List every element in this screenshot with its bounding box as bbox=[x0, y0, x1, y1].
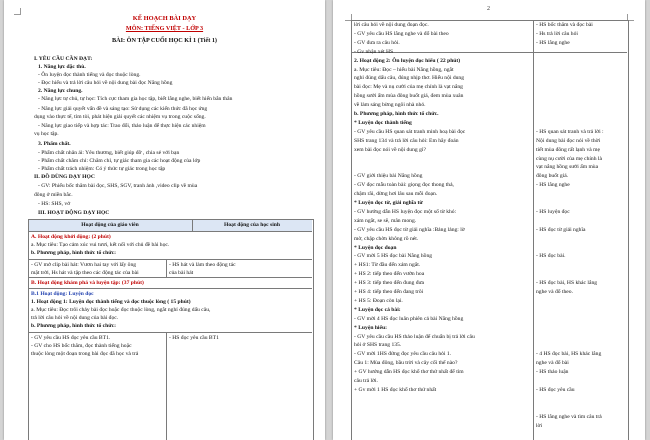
activity-a-hs-line: - HS hát và làm theo động tác bbox=[169, 262, 236, 268]
activity-a-goal: a. Mục tiêu: Tạo cảm xúc vui tươi, kết nối với chủ đề bài học. bbox=[31, 242, 170, 248]
student-activity-line: lời bbox=[536, 422, 543, 429]
student-activity-line: nghe và đổ bài bbox=[536, 360, 569, 367]
activity-b-gv-line: - GV yêu cầu HS đọc yêu cầu BT1. bbox=[31, 335, 111, 341]
text-line: - Năng lực giao tiếp và hợp tác: Trao đổi, thảo luận để thực hiện các nhiệm bbox=[38, 123, 206, 129]
student-activity-line: - HS đọc từ giải nghĩa bbox=[536, 226, 586, 233]
teacher-activity-line: + Gv mời 1 HS đọc khổ thơ thứ nhất bbox=[354, 386, 437, 393]
text-line: - GV: Phiếu bốc thăm bài đọc, SHS, SGV, tranh ảnh ,video clip về mùa bbox=[38, 183, 198, 189]
text-line: - Năng lực giải quyết vấn đề và sáng tạo: Sử dụng các kiến thức đã học ứng bbox=[38, 106, 208, 112]
student-activity-line: cùng nụ cười của mẹ chính là bbox=[536, 155, 602, 162]
crop-mark bbox=[14, 8, 21, 15]
subheading: 1. Năng lực đặc thù. bbox=[38, 64, 86, 70]
table-rule bbox=[533, 20, 534, 440]
teacher-activity-line: - GV yêu cầu HS quan sát tranh minh hoạ bài đọc bbox=[354, 128, 466, 135]
teacher-activity-line: - GV mời 4 HS đọc luân phiên cả bài Nắng hồng bbox=[354, 315, 464, 322]
text-line: - Phẩm chất trách nhiệm: Có ý thức tự giác trong học tập bbox=[38, 166, 166, 172]
teacher-activity-line: mờ, chập chờn không rõ nét. bbox=[354, 235, 419, 242]
teacher-activity-line: Câu 1: Mùa đông, bầu trời và cây cối thế nào? bbox=[354, 360, 458, 367]
teacher-activity-line: - GV đưa ra câu hỏi. bbox=[354, 39, 400, 46]
teacher-activity-line: hỏi ở SHS trang 135. bbox=[354, 342, 402, 349]
activity-b-method: b. Phương pháp, hình thức tổ chức: bbox=[31, 323, 116, 329]
teacher-activity-line: - GV mời 5 HS đọc bài Nắng hồng bbox=[354, 253, 433, 260]
teacher-activity-line: bài đọc: Mẹ và nụ cười của mẹ chính là vạt nắng bbox=[354, 84, 463, 91]
student-activity-line: - HS lắng nghe và tìm câu trả bbox=[536, 413, 602, 420]
teacher-activity-line: - GV mời 1HS đứng đọc yêu cầu câu hỏi 1. bbox=[354, 351, 452, 358]
document-page-2 bbox=[333, 0, 645, 440]
section-heading: II. ĐỒ DÙNG DẠY HỌC bbox=[34, 174, 95, 180]
student-activity-line: - HS thảo luận bbox=[536, 369, 569, 376]
teacher-activity-line: - GV yêu cầu HS đọc từ giải nghĩa :Bảng lảng: lờ bbox=[354, 226, 465, 233]
text-line: đông ở miền bắc. bbox=[34, 192, 73, 198]
student-activity-line: vạt nắng hồng sưởi ấm mùa bbox=[536, 164, 599, 171]
column-header-hs: Hoạt động của học sinh bbox=[224, 222, 280, 228]
teacher-activity-line: - GV hướng dẫn HS luyện đọc một số từ khó: bbox=[354, 208, 457, 215]
teacher-activity-line: * Luyện đọc cả bài: bbox=[354, 306, 401, 313]
teacher-activity-line: xem bài đọc nói về nội dung gì? bbox=[354, 146, 426, 153]
teacher-activity-line: + HS 5: Đoạn còn lại. bbox=[354, 297, 403, 304]
teacher-activity-line: nghỉ đúng dấu câu, đúng nhịp thơ. Hiểu nội dung bbox=[354, 75, 465, 82]
text-line: - Ôn luyện đọc thành tiếng và đọc thuộc lòng. bbox=[38, 72, 141, 78]
student-activity-line: tiết mùa đông rất lạnh và mẹ bbox=[536, 146, 600, 153]
activity-b-gv-line: - GV cho HS bốc thăm, đọc thành tiếng hoặc bbox=[31, 343, 132, 349]
student-activity-line: - HS luyện đọc bbox=[536, 208, 570, 215]
table-rule bbox=[166, 259, 167, 277]
teacher-activity-line: * Luyện đọc từ, giải nghĩa từ bbox=[354, 200, 423, 206]
teacher-activity-line: câu trả lời. bbox=[354, 378, 378, 384]
activity-b-hs-line: - HS đọc yêu cầu BT1 bbox=[169, 335, 219, 341]
activity-b-step: 1. Hoạt động 1: Luyện đọc thành tiếng và đọc thuộc lòng ( 15 phút) bbox=[31, 299, 191, 305]
teacher-activity-line: a. Mục tiêu: Đọc – hiểu bài Nắng hồng, ngắt bbox=[354, 66, 454, 73]
teacher-activity-line: - Gv nhận xét HS bbox=[354, 48, 394, 55]
teacher-activity-line: + HS 2: tiếp theo đến vườn hoa bbox=[354, 271, 425, 278]
text-line: - Năng lực tự chủ, tự học: Tích cực tham gia học tập, biết lắng nghe, biết hiến bằn thân bbox=[38, 96, 233, 102]
text-line: - Đọc hiểu và trả lời câu hỏi về nội dung bài đọc Nắng hồng bbox=[38, 80, 173, 86]
teacher-activity-line: - GV giới thiệu bài Nắng hồng bbox=[354, 173, 423, 180]
student-activity-line: - HS đọc bài. bbox=[536, 253, 566, 260]
activity-b-goal: a. Mục tiêu: Đọc trôi chảy bài đọc hoặc đọc thuộc lòng, ngắt nghỉ đúng dấu câu, bbox=[31, 307, 211, 313]
text-line: dụng vào thực tế, tìm tòi, phát hiện giải quyết các nhiệm vụ trong cuộc sống. bbox=[34, 114, 206, 120]
section-heading: III. HOẠT ĐỘNG DẠY HỌC bbox=[38, 210, 110, 216]
activity-a-title: A. Hoạt động khởi động: (2 phút) bbox=[31, 234, 111, 240]
teacher-activity-line: * Luyện hiểu: bbox=[354, 324, 387, 331]
teacher-activity-line: * Luyện đọc đoạn bbox=[354, 244, 397, 251]
student-activity-line: - HS đọc bài, HS khác lắng bbox=[536, 280, 598, 287]
activity-a-gv-line: mặt trời, Hs hát và tập theo các động tác của bài bbox=[31, 270, 139, 276]
teacher-activity-line: xám ngắt, se sẽ, mân mong. bbox=[354, 217, 417, 224]
teacher-activity-line: - GV đọc mẫu toàn bài: giọng đọc thong thả, bbox=[354, 182, 454, 189]
student-activity-line: - HS bốc thăm và đọc bài bbox=[536, 22, 593, 28]
table-rule bbox=[166, 332, 167, 440]
teacher-activity-line: lời câu hỏi về nội dung đoạn đọc. bbox=[354, 22, 429, 28]
table-rule bbox=[28, 259, 312, 260]
student-activity-line: Nội dung bài đọc nói về thời bbox=[536, 137, 601, 144]
teacher-activity-line: b. Phương pháp, hình thức tổ chức. bbox=[354, 111, 439, 117]
student-activity-line: - HS lắng nghe bbox=[536, 39, 570, 46]
text-line: vụ học tập. bbox=[34, 131, 59, 137]
student-activity-line: - Hs trả lời câu hỏi bbox=[536, 30, 578, 37]
subheading: 3. Phẩm chất. bbox=[38, 141, 71, 147]
teacher-activity-line: + HS 3: tiếp theo đến đung đưa bbox=[354, 280, 425, 287]
section-heading: I. YÊU CẦU CẦN ĐẠT: bbox=[34, 56, 93, 62]
activity-a-hs-line: của bài hát bbox=[169, 270, 194, 276]
table-rule bbox=[28, 288, 312, 289]
student-activity-line: - HS đọc yêu cầu bbox=[536, 386, 575, 393]
subheading: 2. Năng lực chung. bbox=[38, 88, 83, 94]
student-activity-line: - 4 HS đọc bài, HS khác lắng bbox=[536, 351, 602, 358]
teacher-activity-line: * Luyện đọc thành tiếng bbox=[354, 119, 412, 126]
teacher-activity-line: + HS 4: tiếp theo đến đang trôi bbox=[354, 289, 424, 295]
table-rule bbox=[28, 277, 312, 278]
plan-title: KẾ HOẠCH BÀI DẠY bbox=[132, 15, 197, 22]
page-number: 2 bbox=[487, 6, 490, 12]
table-rule bbox=[28, 332, 312, 333]
activity-b-title: B. Hoạt động khám phá và luyện tập: (37 phút) bbox=[31, 280, 144, 286]
teacher-activity-line: về làm sáng bừng ngôi nhà nhỏ. bbox=[354, 102, 426, 109]
teacher-activity-line: - GV yêu cầu cầu HS thảo luận để chuẩn bị trả lời câu bbox=[354, 333, 475, 340]
activity-b-goal: trả lời câu hỏi về nội dung của bài đọc. bbox=[31, 315, 119, 321]
student-activity-line: nghe và đổ theo. bbox=[536, 289, 573, 295]
teacher-activity-line: hồng sưởi ấm mùa đông buốt giá, đem mùa xuân bbox=[354, 93, 464, 100]
teacher-activity-line: + GV hướng dẫn HS đọc khổ thơ thứ nhất để tìm bbox=[354, 369, 464, 376]
activity-b-gv-line: thuộc lòng một đoạn trong bài đọc đã học và trả bbox=[31, 351, 139, 357]
plan-subject: MÔN: TIẾNG VIỆT - LỚP 3 bbox=[125, 25, 204, 32]
activity-b1-title: B.1 Hoạt động: Luyện đọc bbox=[31, 291, 94, 297]
teacher-activity-line: 2. Hoạt động 2: Ôn luyện đọc hiểu ( 22 phút) bbox=[354, 57, 461, 64]
student-activity-line: đông buốt giá. bbox=[536, 173, 569, 180]
teacher-activity-line: SHS trang 134 và trả lời câu hỏi: Em hãy đoán bbox=[354, 137, 459, 144]
teacher-activity-line: chậm rãi, dừng hơi lâu sau mỗi đoạn. bbox=[354, 191, 438, 198]
column-header-gv: Hoạt động của giáo viên bbox=[81, 222, 139, 228]
teacher-activity-line: + HS1: Từ đầu đến xám ngắt. bbox=[354, 262, 421, 269]
text-line: - HS: SHS, vở bbox=[38, 201, 71, 207]
text-line: - Phẩm chất chăm chỉ: Chăm chỉ, tự giác tham gia các hoạt động của lớp bbox=[38, 158, 201, 164]
document-page-1 bbox=[4, 0, 325, 440]
activity-a-gv-line: - GV mở clip bài hát: Vươn hai tay với lấy ông bbox=[31, 262, 137, 268]
student-activity-line: - HS lắng nghe bbox=[536, 182, 570, 189]
plan-lesson: BÀI: ÔN TẬP CUỐI HỌC KÌ 1 (Tiết 1) bbox=[112, 37, 217, 44]
text-line: - Phẩm chất nhân ái: Yêu thương, biết giúp đỡ , chia sẻ với bạn bbox=[38, 150, 180, 156]
activity-a-method: b. Phương pháp, hình thức tổ chức: bbox=[31, 250, 116, 256]
teacher-activity-line: - GV yêu cầu HS lắng nghe và đổ bài theo bbox=[354, 30, 449, 37]
table-rule bbox=[28, 231, 312, 232]
student-activity-line: - HS quan sát tranh và trả lời : bbox=[536, 128, 604, 135]
